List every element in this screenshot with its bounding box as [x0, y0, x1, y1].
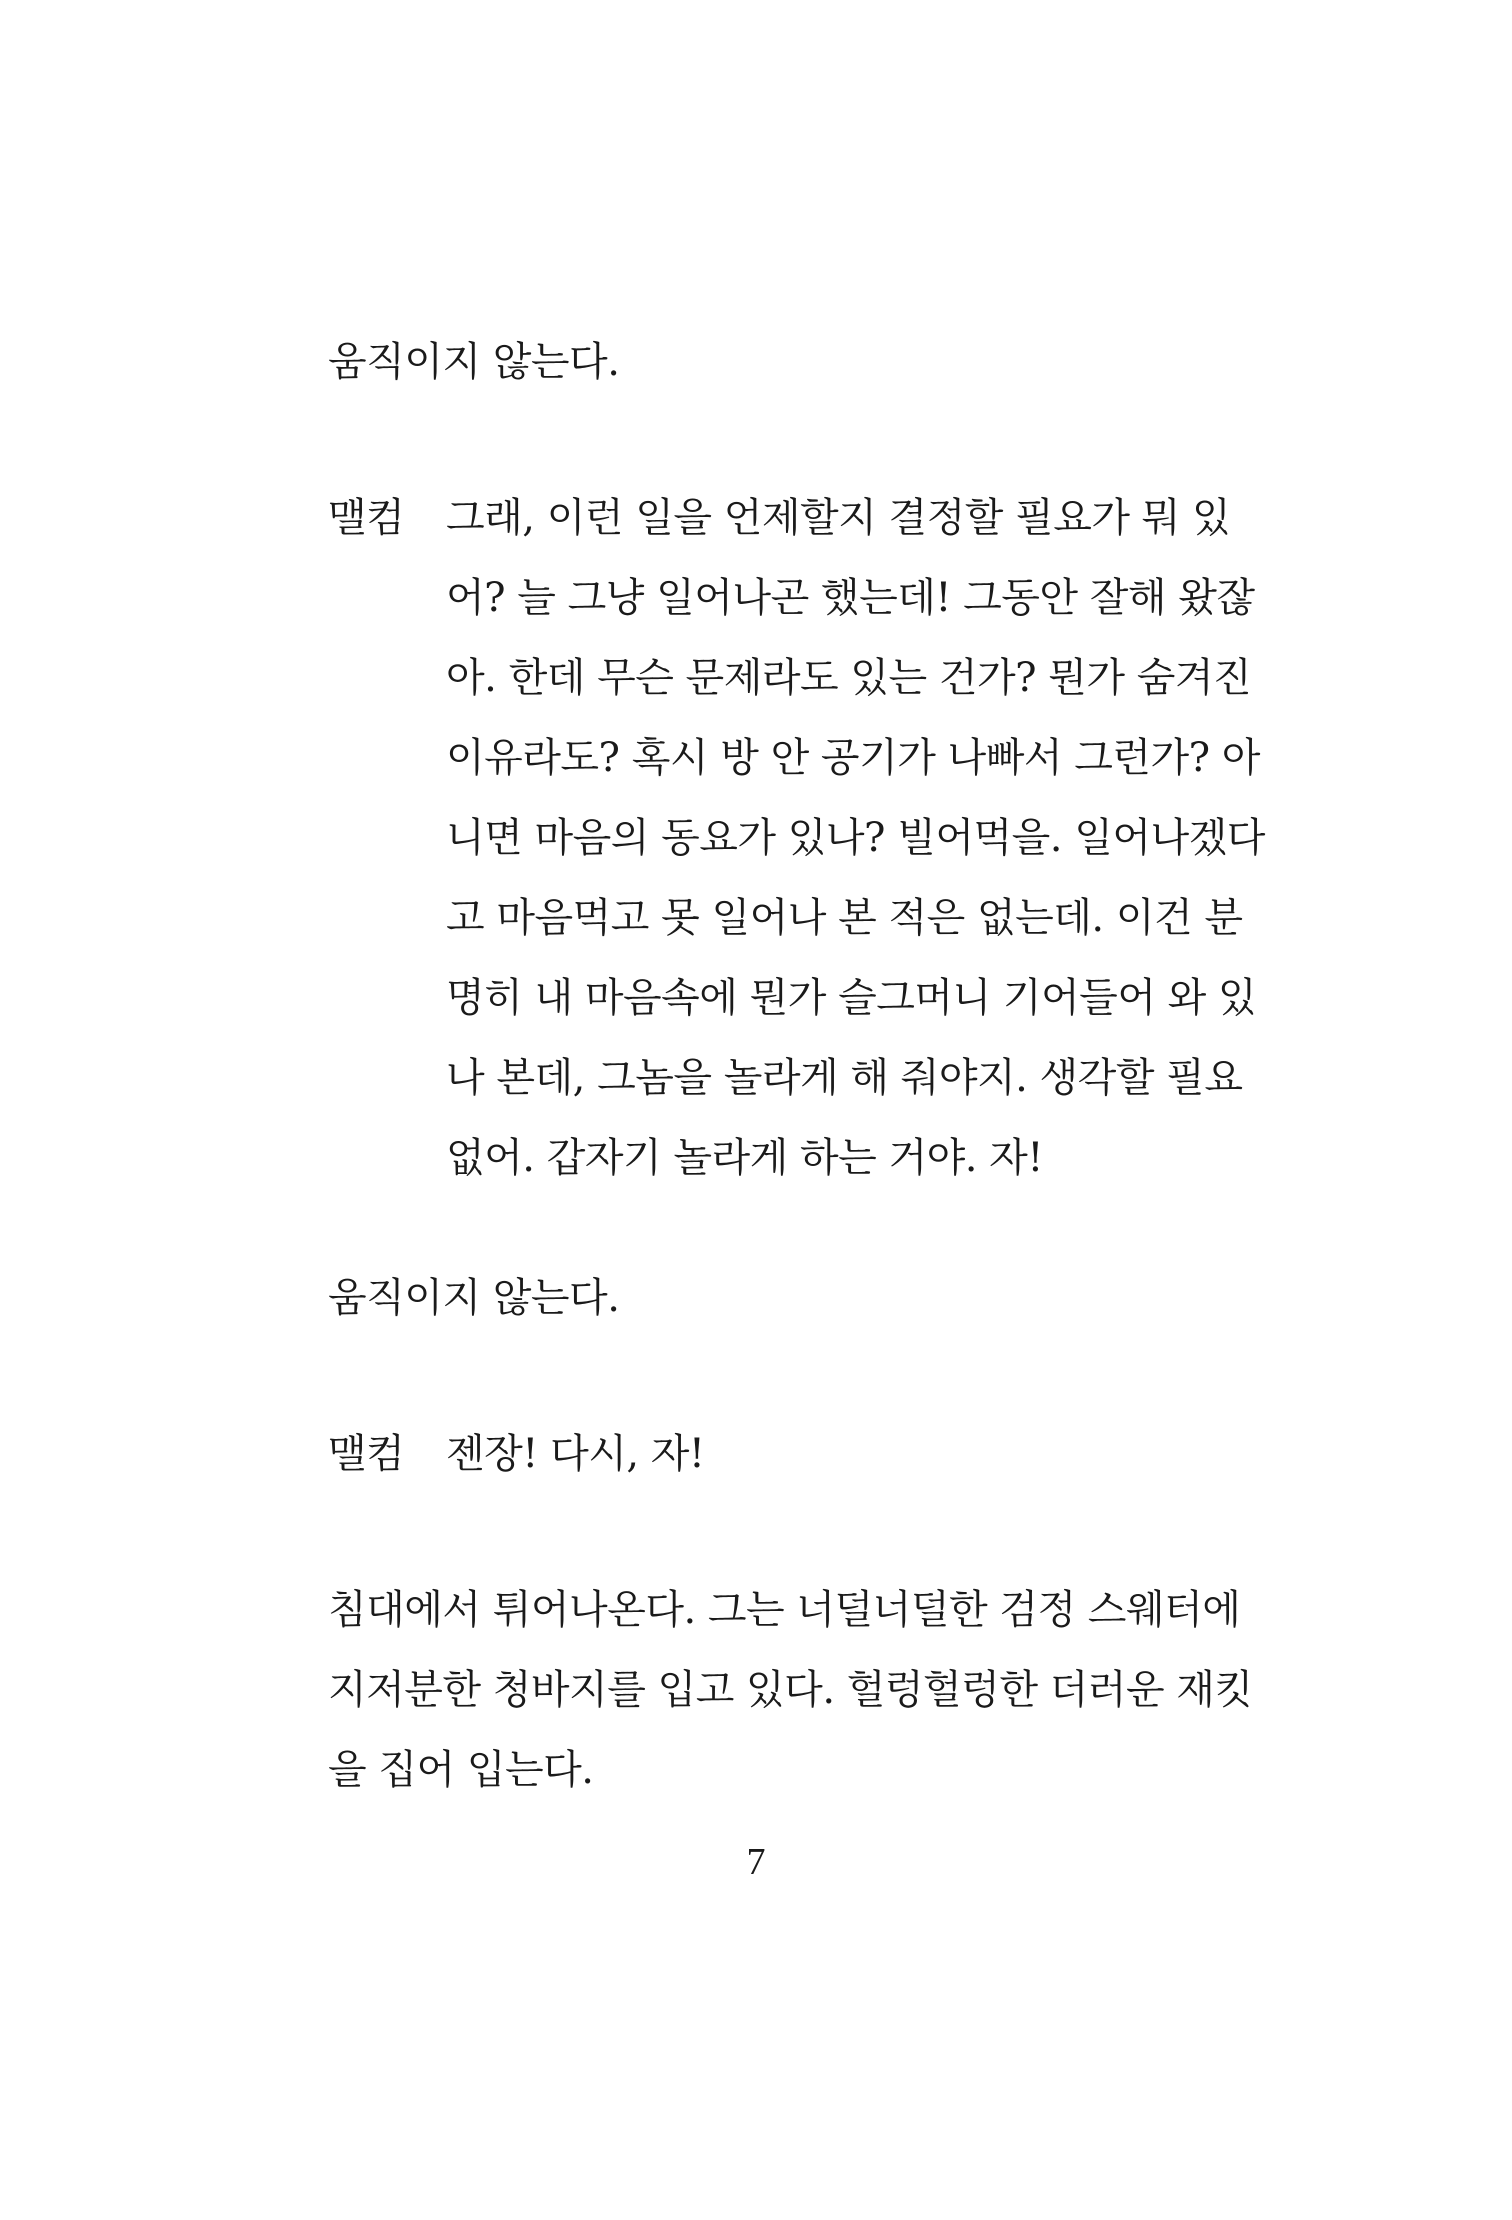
- dialogue-text: [446, 478, 1265, 1198]
- dialogue-line: 니면 마음의 동요가 있나? 빌어먹을. 일어나겠다: [446, 815, 1265, 861]
- dialogue-line: 고 마음먹고 못 일어나 본 적은 없는데. 이건 분: [446, 895, 1243, 941]
- dialogue-line: 명히 내 마음속에 뭔가 슬그머니 기어들어 와 있: [446, 975, 1257, 1021]
- dialogue-line: 그래, 이런 일을 언제할지 결정할 필요가 뭐 있: [446, 495, 1231, 541]
- dialogue-line: 이유라도? 혹시 방 안 공기가 나빠서 그런가? 아: [446, 735, 1260, 781]
- page-number: 7: [746, 1841, 766, 1883]
- stage-direction-line: 지저분한 청바지를 입고 있다. 헐렁헐렁한 더러운 재킷: [328, 1667, 1253, 1713]
- dialogue-line: 없어. 갑자기 놀라게 하는 거야. 자!: [446, 1135, 1043, 1181]
- dialogue-line: 아. 한데 무슨 문제라도 있는 건가? 뭔가 숨겨진: [446, 655, 1252, 701]
- dialogue-line: 젠장! 다시, 자!: [446, 1431, 705, 1477]
- dialogue-line: 나 본데, 그놈을 놀라게 해 줘야지. 생각할 필요: [446, 1055, 1243, 1101]
- stage-direction: [328, 322, 1248, 402]
- dialogue-text: [446, 1414, 1248, 1494]
- stage-direction-line: 침대에서 튀어나온다. 그는 너덜너덜한 검정 스웨터에: [328, 1587, 1241, 1633]
- stage-direction: [328, 1258, 1248, 1338]
- stage-direction-line: 움직이지 않는다.: [328, 339, 620, 385]
- speaker-name: 맬컴: [328, 1431, 405, 1477]
- stage-direction-line: 을 집어 입는다.: [328, 1747, 594, 1793]
- speaker-name: 맬컴: [328, 495, 405, 541]
- stage-direction-line: 움직이지 않는다.: [328, 1275, 620, 1321]
- stage-direction: [328, 1570, 1253, 1810]
- dialogue-line: 어? 늘 그냥 일어나곤 했는데! 그동안 잘해 왔잖: [446, 575, 1255, 621]
